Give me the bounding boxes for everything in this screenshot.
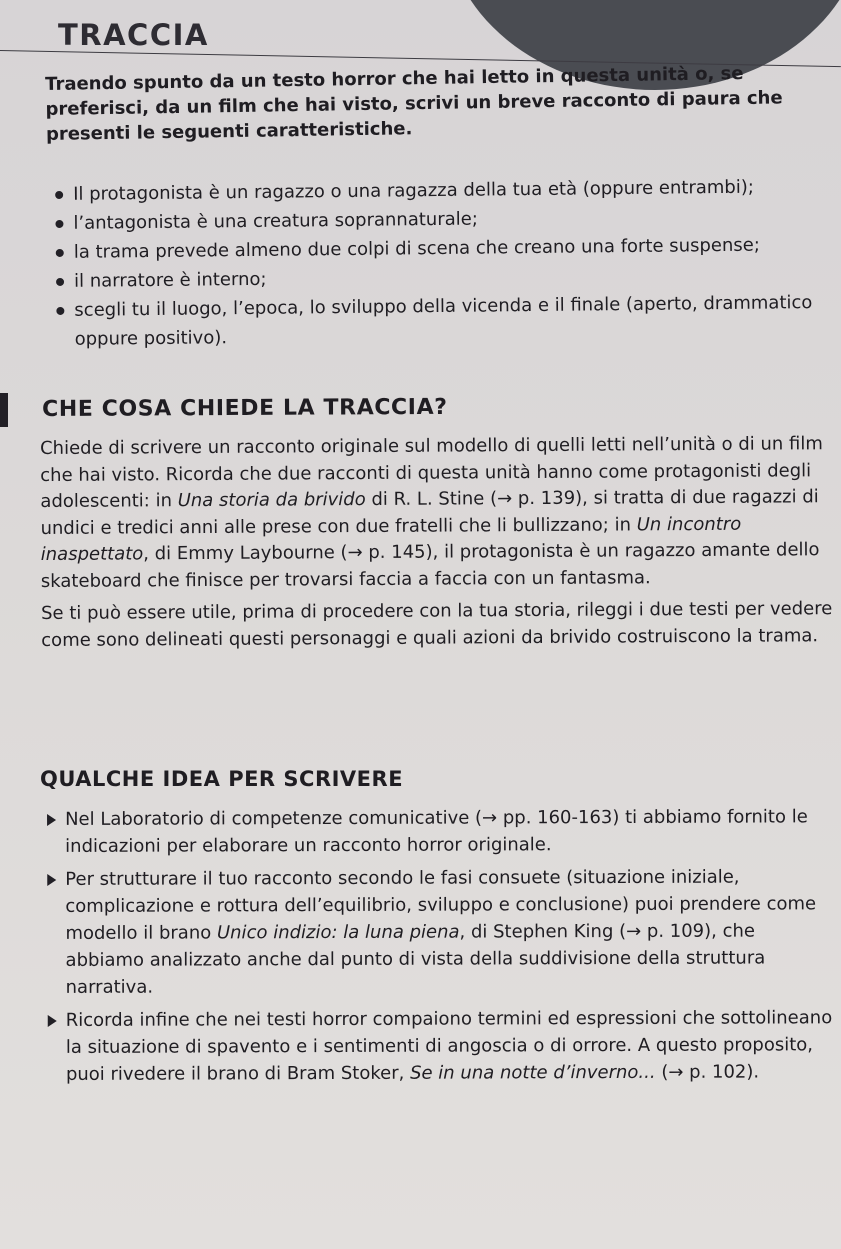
text-run: Chiede di scrivere un racconto originale sul modello di quelli letti nell’unità o di un film che hai visto. Ricorda che due racconti di questa unità hanno come protagonisti degli adolescenti: in [40, 433, 823, 512]
page-title: TRACCIA [58, 18, 209, 52]
book-title: Un incontro inaspettato [40, 513, 742, 565]
paragraph-rileggi: Se ti può essere utile, prima di procedere con la tua storia, rileggi i due testi per vedere come sono delineati questi personaggi e quali azioni da brivido costruiscono la trama. [41, 598, 833, 651]
book-title: Se in una notte d’inverno... [410, 1061, 656, 1084]
book-title: Una storia da brivido [177, 489, 366, 512]
trait-item: Il protagonista è un ragazzo o una ragazza della tua età (oppure entrambi); [55, 172, 835, 209]
section-marker [0, 393, 8, 427]
trait-item: il narratore è interno; [56, 259, 836, 296]
idea-item [48, 1004, 838, 1088]
text-run: Ricorda infine che nei testi horror compaiono termini ed espressioni che sottolineano la situazione di spavento e i sentimenti di angoscia o di orrore. A questo proposito, puoi rivedere il brano di Bram Stoker, [65, 1007, 833, 1085]
ideas-list [47, 803, 838, 1094]
section-heading-chiede: CHE COSA CHIEDE LA TRACCIA? [42, 394, 448, 422]
section-chiede-body [40, 431, 836, 660]
traits-list [55, 172, 837, 354]
text-run: , di Emmy Laybourne (→ p. 145), il protagonista è un ragazzo amante dello skateboard che finisce per trovarsi faccia a faccia con un fantasma. [40, 539, 820, 592]
book-title: Unico indizio: la luna piena [216, 921, 460, 944]
text-run: (→ p. 102). [655, 1061, 760, 1083]
trait-item: scegli tu il luogo, l’epoca, lo sviluppo della vicenda e il finale (aperto, drammatico oppure positivo). [56, 288, 837, 354]
section-heading-idee: QUALCHE IDEA PER SCRIVERE [40, 767, 404, 791]
intro-paragraph: Traendo spunto da un testo horror che hai letto in questa unità o, se preferisci, da un film che hai visto, scrivi un breve racconto di paura che presenti le seguenti caratteristiche. [45, 63, 783, 145]
text-run: , di Stephen King (→ p. 109), che abbiamo analizzato anche dal punto di vista della suddivisione della struttura narrativa. [65, 920, 766, 998]
text-run: di R. L. Stine (→ p. 139), si tratta di due ragazzi di undici e tredici anni alle prese con due fratelli che li bullizzano; in [40, 486, 819, 539]
trait-item: la trama prevede almeno due colpi di scena che creano una forte suspense; [56, 230, 836, 267]
text-run: Per strutturare il tuo racconto secondo le fasi consuete (situazione iniziale, complicazione e rottura dell’equilibrio, sviluppo e conclusione) puoi prendere come modello il brano [65, 866, 817, 944]
paragraph-chiede [40, 431, 836, 595]
idea-item: Nel Laboratorio di competenze comunicative (→ pp. 160-163) ti abbiamo fornito le indicazioni per elaborare un racconto horror originale. [47, 803, 837, 860]
trait-item: l’antagonista è una creatura soprannaturale; [55, 201, 835, 238]
idea-item [47, 863, 837, 1001]
